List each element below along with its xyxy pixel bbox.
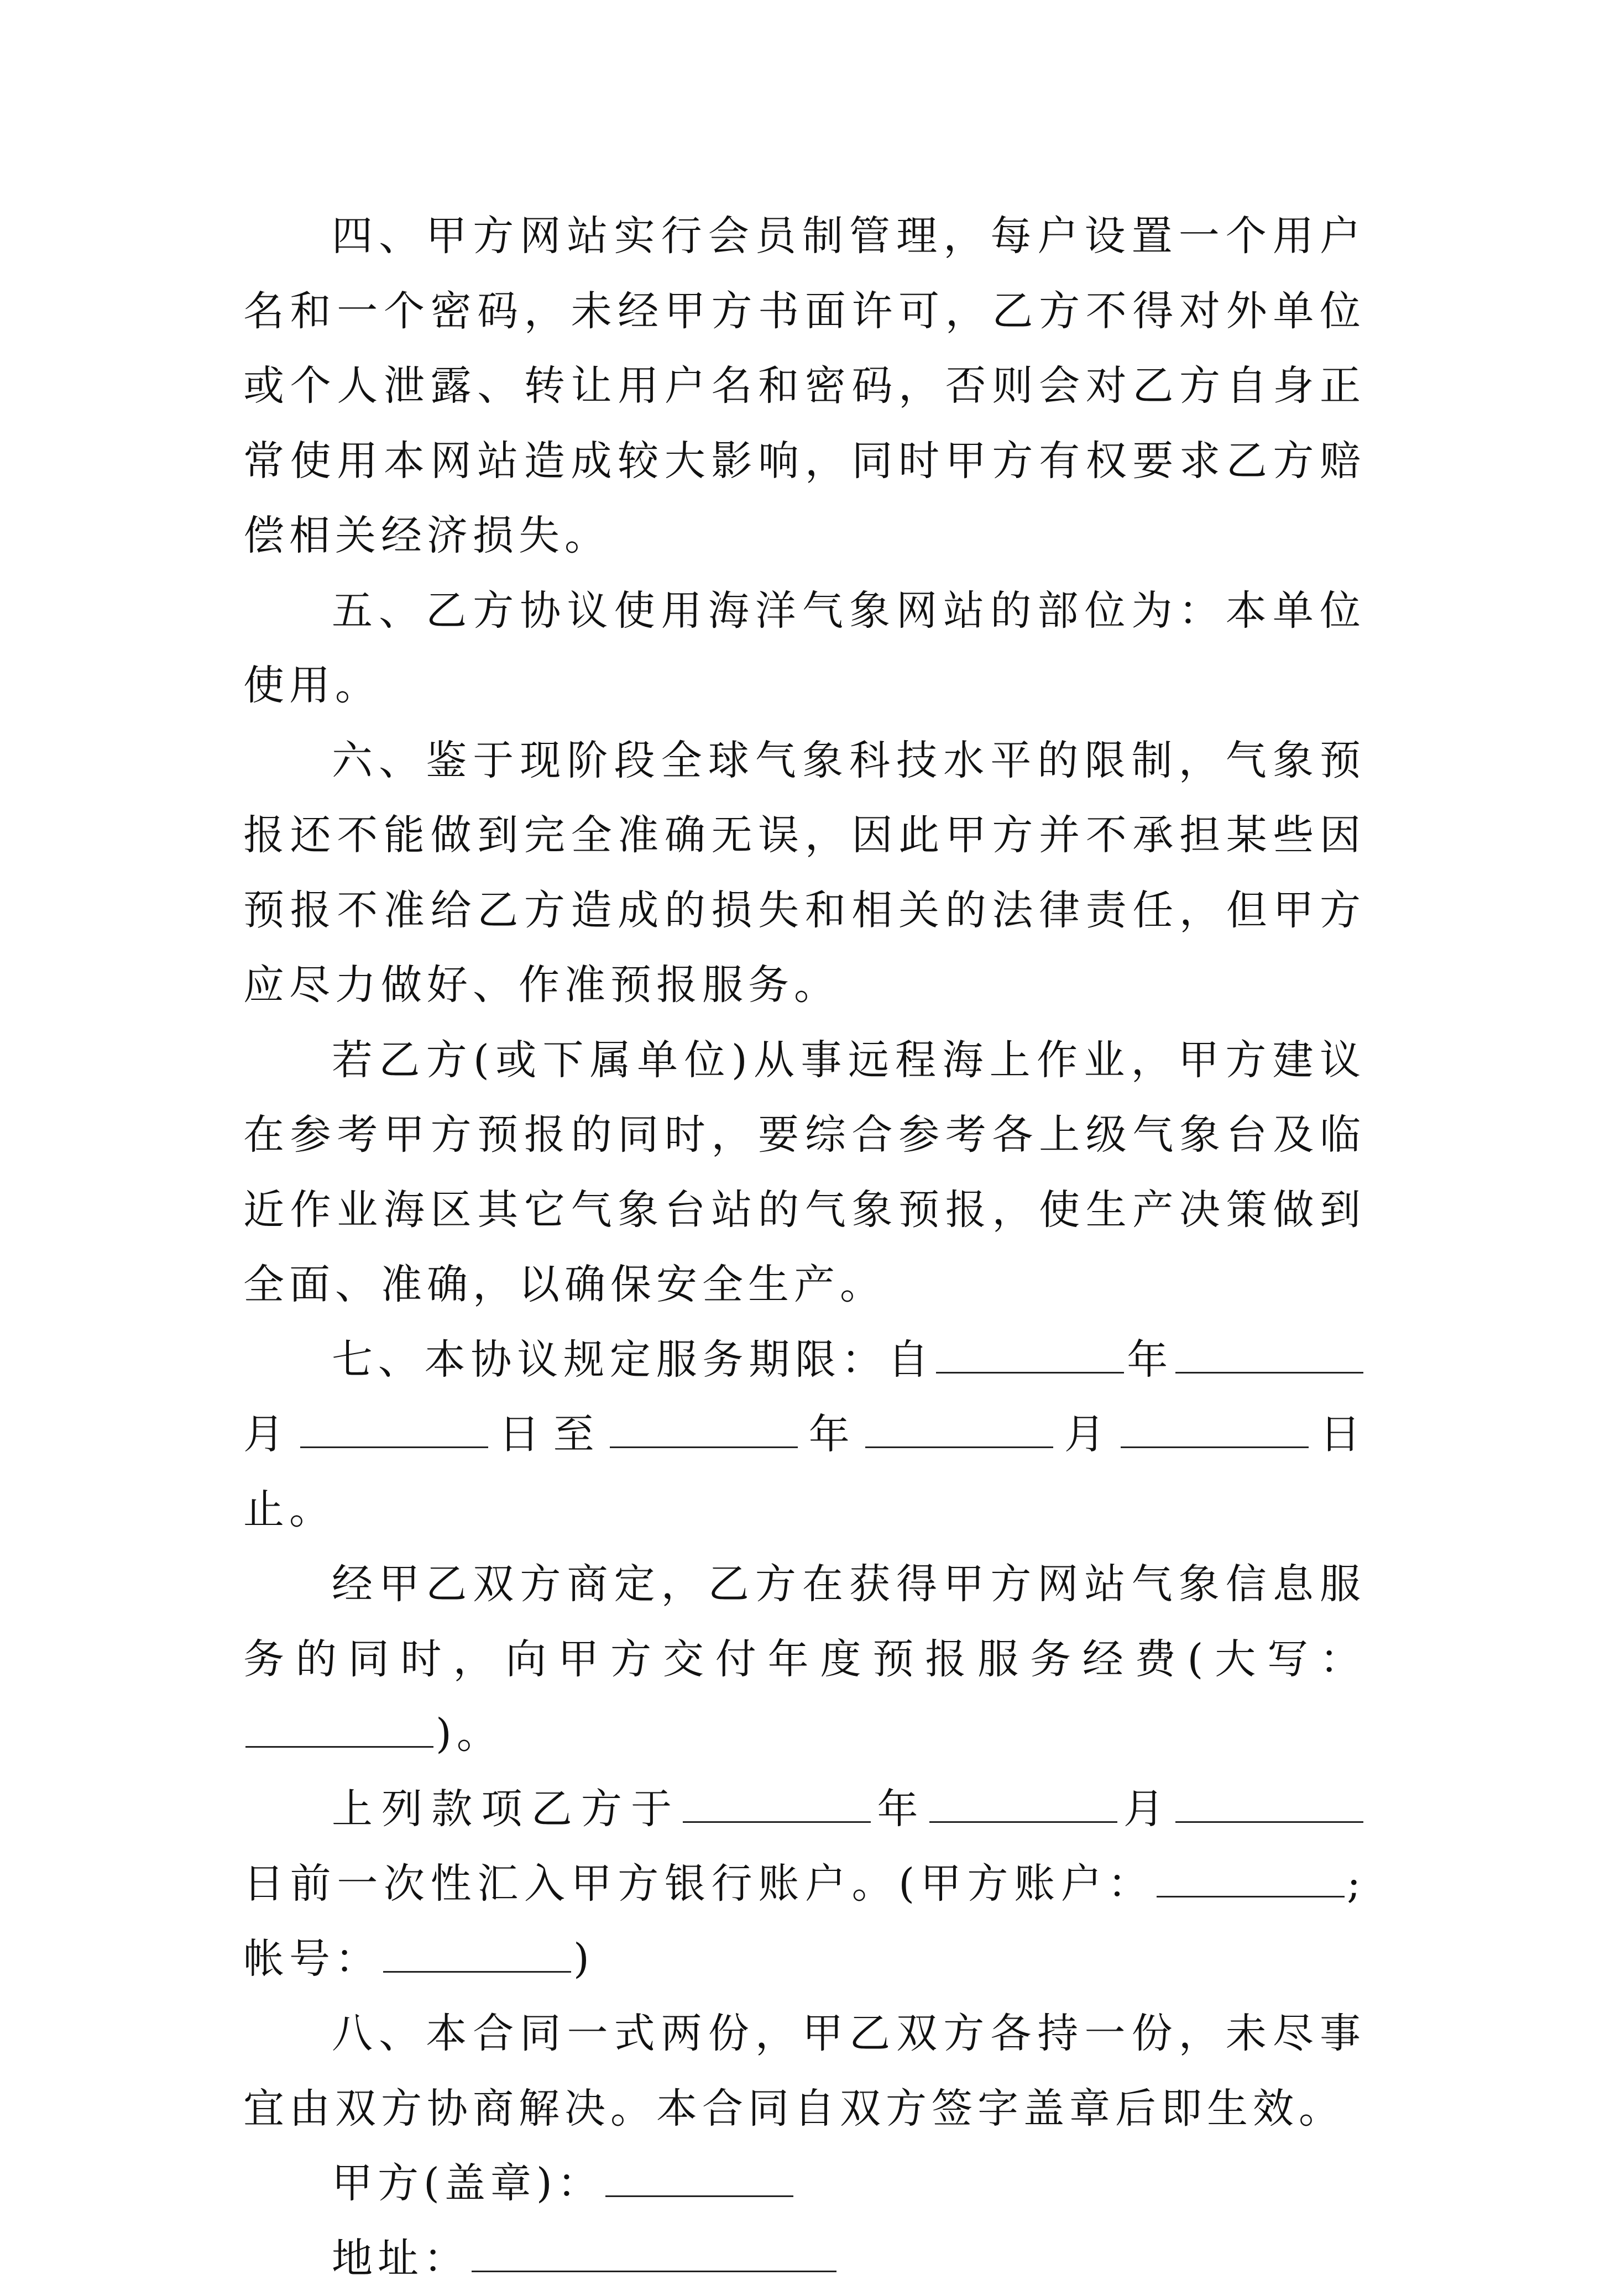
address-label: 地址：	[332, 2235, 469, 2282]
payment-lead: 上列款项乙方于	[332, 1785, 681, 1833]
payment-day-blank	[1175, 1782, 1363, 1822]
clause-7-lead: 七、本协议规定服务期限：自	[332, 1336, 934, 1383]
end-month-label: 月	[1055, 1411, 1118, 1458]
payment-month-blank	[929, 1782, 1117, 1822]
address-blank	[472, 2231, 836, 2272]
clause-7-fee	[243, 1547, 1366, 1772]
clause-7-service-period	[243, 1323, 1366, 1548]
clause-8: 八、本合同一式两份，甲乙双方各持一份，未尽事宜由双方协商解决。本合同自双方签字盖章后即生效。	[243, 1996, 1366, 2146]
payment-year-label: 年	[873, 1785, 927, 1833]
payment-tail: )	[573, 1935, 594, 1983]
start-day-label: 日至	[490, 1411, 608, 1458]
fee-tail: )。	[436, 1710, 503, 1758]
payment-month-label: 月	[1120, 1785, 1173, 1833]
end-year-label: 年	[800, 1411, 863, 1458]
clause-4: 四、甲方网站实行会员制管理，每户设置一个用户名和一个密码，未经甲方书面许可，乙方不得对外单位或个人泄露、转让用户名和密码，否则会对乙方自身正常使用本网站造成较大影响，同时甲方有权要求乙方赔偿相关经济损失。	[243, 199, 1366, 574]
clause-6: 六、鉴于现阶段全球气象科技水平的限制，气象预报还不能做到完全准确无误，因此甲方并不承担某些因预报不准给乙方造成的损失和相关的法律责任，但甲方应尽力做好、作准预报服务。	[243, 724, 1366, 1023]
account-number-blank	[383, 1932, 571, 1972]
start-year-label: 年	[1126, 1336, 1173, 1383]
end-day-blank	[1121, 1408, 1309, 1448]
clause-6-supplement: 若乙方(或下属单位)从事远程海上作业，甲方建议在参考甲方预报的同时，要综合参考各上级气象台及临近作业海区其它气象台站的气象预报，使生产决策做到全面、准确，以确保安全生产。	[243, 1023, 1366, 1323]
account-number-label: ;帐号：	[243, 1860, 1366, 1983]
start-day-blank	[300, 1408, 488, 1448]
end-day-label: 日止。	[243, 1411, 1366, 1533]
fee-lead: 经甲乙双方商定，乙方在获得甲方网站气象信息服务的同时，向甲方交付年度预报服务经费(大写：	[243, 1560, 1366, 1683]
end-month-blank	[865, 1408, 1053, 1448]
start-month-label: 月	[243, 1411, 298, 1458]
end-year-blank	[610, 1408, 798, 1448]
fee-amount-blank	[245, 1707, 433, 1748]
start-year-blank	[936, 1333, 1124, 1373]
account-name-blank	[1157, 1857, 1345, 1897]
party-a-label: 甲方(盖章)：	[332, 2159, 603, 2207]
payment-day-label: 日	[243, 1860, 290, 1907]
party-a-seal-line	[243, 2146, 1366, 2221]
payment-year-blank	[683, 1782, 871, 1822]
clause-7-payment	[243, 1772, 1366, 1997]
clause-5: 五、乙方协议使用海洋气象网站的部位为：本单位使用。	[243, 574, 1366, 724]
document-body	[243, 199, 1366, 2296]
start-month-blank	[1175, 1333, 1363, 1373]
payment-mid: 前一次性汇入甲方银行账户。(甲方账户：	[290, 1860, 1154, 1907]
address-line	[243, 2221, 1366, 2296]
party-a-seal-blank	[605, 2157, 793, 2197]
